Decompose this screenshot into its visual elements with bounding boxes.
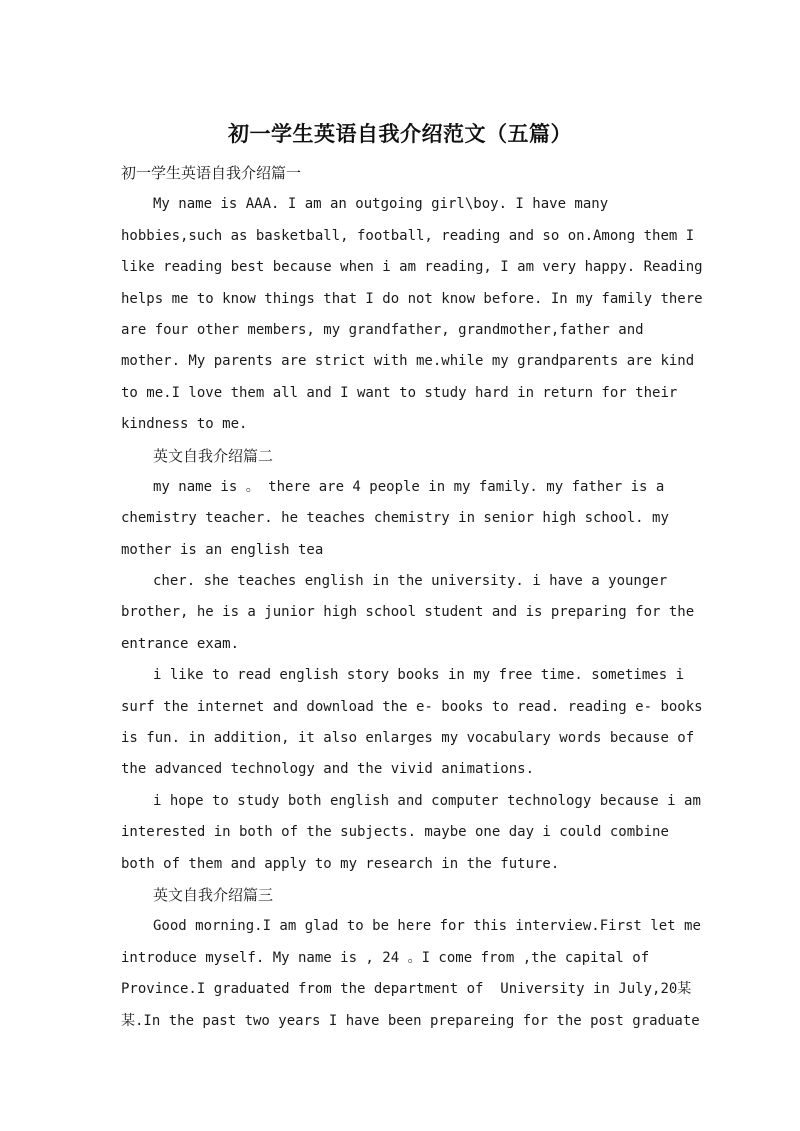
text-line: Good morning.I am glad to be here for this interview.First let me xyxy=(153,918,701,935)
text-line: i like to read english story books in my free time. sometimes i xyxy=(153,667,685,684)
text-line: kindness to me. xyxy=(121,416,248,433)
paragraph-2 xyxy=(121,472,681,566)
text-line: entrance exam. xyxy=(121,635,240,652)
paragraph-6 xyxy=(121,911,701,1037)
paragraph-1 xyxy=(121,189,703,440)
text-line: my name is 。 there are 4 people in my family. my father is a xyxy=(153,478,665,495)
paragraph-4 xyxy=(121,660,703,786)
paragraph-5 xyxy=(121,786,701,880)
text-line: Province.I graduated from the department of University in July,20某 xyxy=(121,981,692,998)
section-heading-3: 英文自我介绍篇三 xyxy=(153,885,274,904)
text-line: introduce myself. My name is , 24 。I come from ,the capital of xyxy=(121,949,650,966)
text-line: the advanced technology and the vivid animations. xyxy=(121,761,535,778)
paragraph-3 xyxy=(121,566,695,660)
text-line: both of them and apply to my research in the future. xyxy=(121,855,560,872)
text-line: interested in both of the subjects. maybe one day i could combine xyxy=(121,824,669,841)
document-title: 初一学生英语自我介绍范文（五篇） xyxy=(228,122,572,146)
text-line: to me.I love them all and I want to study hard in return for their xyxy=(121,384,678,401)
text-line: hobbies,such as basketball, football, reading and so on.Among them I xyxy=(121,227,695,244)
section-heading-2: 英文自我介绍篇二 xyxy=(153,446,274,465)
text-line: 某.In the past two years I have been prepareing for the post graduate xyxy=(121,1012,700,1029)
text-line: brother, he is a junior high school student and is preparing for the xyxy=(121,604,695,621)
text-line: cher. she teaches english in the university. i have a younger xyxy=(153,573,668,590)
document-body xyxy=(121,158,703,1037)
text-line: are four other members, my grandfather, grandmother,father and xyxy=(121,321,644,338)
text-line: mother. My parents are strict with me.while my grandparents are kind xyxy=(121,353,695,370)
text-line: is fun. in addition, it also enlarges my vocabulary words because of xyxy=(121,730,695,747)
section-heading-1: 初一学生英语自我介绍篇一 xyxy=(121,164,302,182)
text-line: My name is AAA. I am an outgoing girl\boy. I have many xyxy=(153,196,609,213)
text-line: helps me to know things that I do not know before. In my family there xyxy=(121,290,703,307)
text-line: chemistry teacher. he teaches chemistry in senior high school. my xyxy=(121,510,669,527)
text-line: mother is an english tea xyxy=(121,541,324,558)
text-line: like reading best because when i am reading, I am very happy. Reading xyxy=(121,259,703,276)
text-line: surf the internet and download the e- books to read. reading e- books xyxy=(121,698,703,715)
text-line: i hope to study both english and computer technology because i am xyxy=(153,792,701,809)
